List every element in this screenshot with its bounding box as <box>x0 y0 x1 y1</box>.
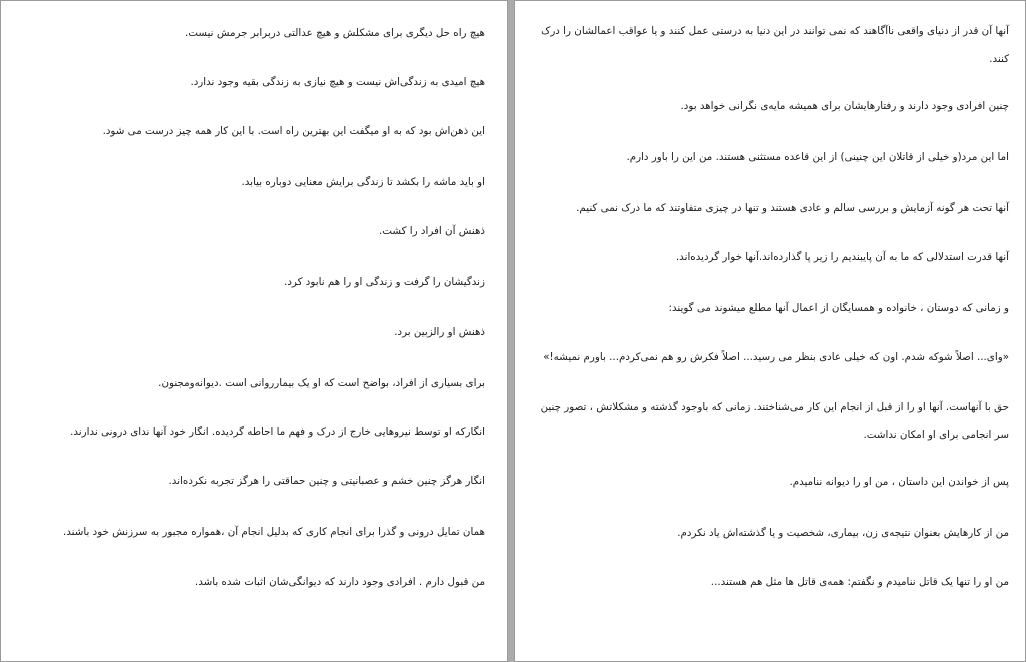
right-paragraph-2: چنین افرادی وجود دارند و رفتارهایشان برای همیشه مایه‌ی نگرانی خواهد بود. <box>680 100 1009 112</box>
left-paragraph-4: او باید ماشه را بکشد تا زندگی برایش معنایی دوباره بیابد. <box>241 176 485 188</box>
left-paragraph-6: زندگیشان را گرفت و زندگی او را هم نابود کرد. <box>284 276 485 288</box>
right-paragraph-1: آنها آن قدر از دنیای واقعی ناآگاهند که نمی توانند در این دنیا به درستی عمل کنند و یا عواقب اعمالشان را درک کنند. <box>541 25 1009 65</box>
right-paragraph-9: پس از خواندن این داستان ، من او را دیوانه ننامیدم. <box>789 476 1009 488</box>
right-paragraph-10: من از کارهایش بعنوان نتیجه‌ی زن، بیماری، شخصیت و یا گذشته‌اش یاد نکردم. <box>677 527 1009 539</box>
left-paragraph-11: همان تمایل درونی و گذرا برای انجام کاری که بدلیل انجام آن ،همواره مجبور به سرزنش خود باشند. <box>62 526 485 538</box>
left-paragraph-9: انگارکه او توسط نیروهایی خارج از درک و فهم ما احاطه گردیده. انگار خود آنها ندای درونی ندارند. <box>70 426 485 438</box>
left-paragraph-12: من قبول دارم . افرادی وجود دارند که دیوانگی‌شان اثبات شده باشد. <box>194 576 485 588</box>
right-paragraph-4: آنها تحت هر گونه آزمایش و بررسی سالم و عادی هستند و تنها در چیزی متفاوتند که ما درک نمی کنیم. <box>576 202 1009 214</box>
right-page <box>514 0 1026 662</box>
right-paragraph-3: اما این مرد(و خیلی از قاتلان این چنینی) از این قاعده مستثنی هستند. من این را باور دارم. <box>626 151 1009 163</box>
left-paragraph-7: ذهنش او رالزبین برد. <box>394 326 485 338</box>
left-paragraph-5: ذهنش آن افراد را کشت. <box>379 225 485 237</box>
left-paragraph-2: هیچ امیدی به زندگی‌اش نیست و هیچ نیازی به زندگی بقیه وجود ندارد. <box>190 76 485 88</box>
left-paragraph-1: هیچ راه حل دیگری برای مشکلش و هیچ عدالتی دربرابر جرمش نیست. <box>185 27 485 39</box>
left-paragraph-8: برای بسیاری از افراد، بواضح است که او یک بیمارروانی است .دیوانه‌ومجنون. <box>158 377 485 389</box>
left-paragraph-3: این ذهن‌اش بود که به او میگفت این بهترین راه است. با این کار همه چیز درست می شود. <box>102 125 485 137</box>
right-paragraph-6: و زمانی که دوستان ، خانواده و همسایگان از اعمال آنها مطلع میشوند می گویند: <box>668 302 1009 314</box>
right-paragraph-11: من او را تنها یک قاتل ننامیدم و نگفتم: همه‌ی قاتل ها مثل هم هستند... <box>710 576 1009 588</box>
left-paragraph-10: انگار هرگز چنین خشم و عصبانیتی و چنین حماقتی را هرگز تجربه نکرده‌اند. <box>168 475 485 487</box>
right-paragraph-8: حق با آنهاست. آنها او را از قبل از انجام این کار می‌شناختند. زمانی که باوجود گذشته و مشکلاتش ، تصور چنین سر انجامی برای او امکان نداشت. <box>540 401 1009 441</box>
right-paragraph-7: «وای... اصلاً شوکه شدم. اون که خیلی عادی بنظر می رسید... اصلاً فکرش رو هم نمی‌کردم... باورم نمیشه!» <box>543 351 1009 363</box>
right-paragraph-5: آنها قدرت استدلالی که ما به آن پایبندیم را زیر پا گذارده‌اند.آنها خوار گردیده‌اند. <box>675 251 1009 263</box>
left-page <box>0 0 508 662</box>
